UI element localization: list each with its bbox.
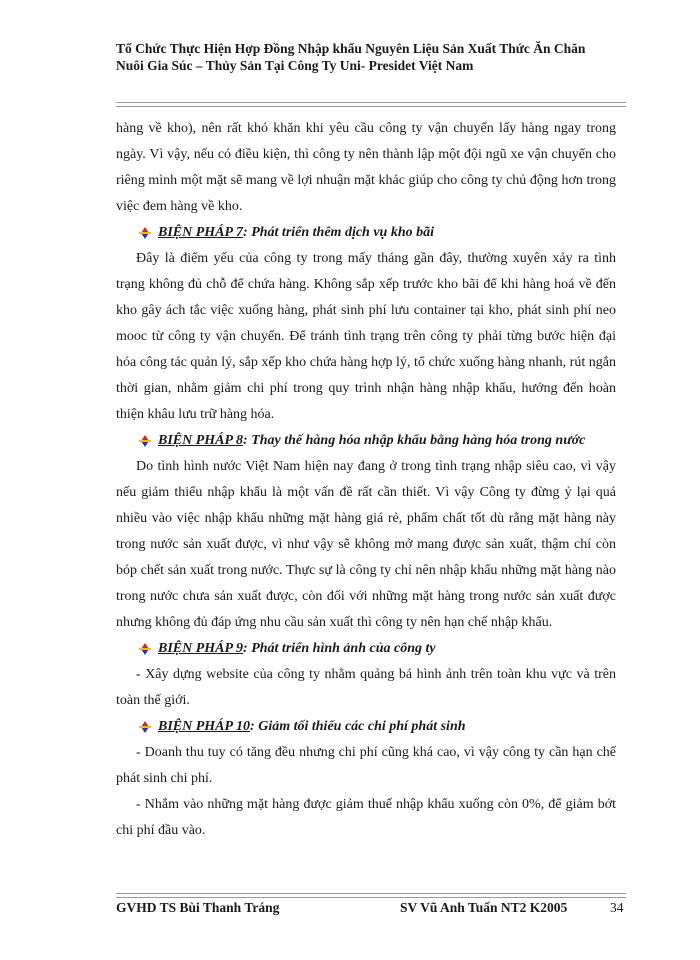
heading-bien-phap-10 bbox=[116, 714, 616, 740]
bien-phap-9-title: : Phát triển hình ảnh của công ty bbox=[243, 641, 436, 656]
paragraph-bien-phap-7: Đây là điểm yếu của công ty trong mấy tháng gần đây, thường xuyên xảy ra tình trạng không đủ chỗ để chứa hàng. Không sắp xếp trước kho bãi để khi hàng hoá về đến kho gây ách tắc việc xuống hàng, phát sinh phí lưu container tại kho, phát sinh phí neo mooc từ công ty vận chuyển. Để tránh tình trạng trên công ty phải từng bước hiện đại hóa công tác quản lý, sắp xếp kho chứa hàng hợp lý, tổ chức xuống hàng nhanh, rút ngắn thời gian, nhằm giảm chi phí trong quy trình nhận hàng nhập khẩu, hướng đến hoàn thiện khâu lưu trữ hàng hóa. bbox=[116, 251, 616, 422]
bullet-arrow-icon bbox=[138, 720, 152, 734]
paragraph-bien-phap-10-a: - Doanh thu tuy có tăng đều nhưng chi phí cũng khá cao, vì vậy công ty cần hạn chế phát sinh chi phí. bbox=[116, 745, 616, 786]
bullet-arrow-icon bbox=[138, 434, 152, 448]
bien-phap-10-title: : Giảm tối thiểu các chi phí phát sinh bbox=[250, 719, 466, 734]
footer-student: SV Vũ Anh Tuấn NT2 K2005 bbox=[400, 900, 568, 915]
bullet-arrow-icon bbox=[138, 642, 152, 656]
page-number: 34 bbox=[610, 900, 624, 915]
bien-phap-8-title: : Thay thế hàng hóa nhập khẩu bằng hàng hóa trong nước bbox=[243, 433, 586, 448]
footer-rule bbox=[116, 893, 626, 898]
heading-bien-phap-7 bbox=[116, 220, 616, 246]
paragraph-bien-phap-9: - Xây dựng website của công ty nhằm quảng bá hình ảnh trên toàn khu vực và trên toàn thế giới. bbox=[116, 667, 616, 708]
bien-phap-7-title: : Phát triển thêm dịch vụ kho bãi bbox=[243, 225, 435, 240]
bien-phap-7-number: BIỆN PHÁP 7 bbox=[158, 225, 244, 240]
bullet-arrow-icon bbox=[138, 226, 152, 240]
paragraph-bien-phap-10-b: - Nhắm vào những mặt hàng được giảm thuế nhập khẩu xuống còn 0%, để giảm bớt chi phí đầu vào. bbox=[116, 797, 616, 838]
heading-bien-phap-9 bbox=[116, 636, 616, 662]
header-rule bbox=[116, 102, 626, 107]
header-title: Tổ Chức Thực Hiện Hợp Đồng Nhập khẩu Nguyên Liệu Sản Xuất Thức Ăn Chăn Nuôi Gia Súc – Thủy Sản Tại Công Ty Uni- Presidet Việt Nam bbox=[116, 41, 586, 73]
bien-phap-9-number: BIỆN PHÁP 9 bbox=[158, 641, 244, 656]
document-body bbox=[116, 116, 616, 844]
heading-bien-phap-8 bbox=[116, 428, 616, 454]
paragraph-intro: hàng về kho), nên rất khó khăn khi yêu cầu công ty vận chuyển lấy hàng ngay trong ngày. Vì vậy, nếu có điều kiện, thì công ty nên thành lập một đội ngũ xe vận chuyển cho riêng mình một mặt sẽ mang về lợi nhuận mặt khác giúp cho công ty chủ động hơn trong việc đem hàng về kho. bbox=[116, 121, 616, 214]
bien-phap-8-number: BIỆN PHÁP 8 bbox=[158, 433, 244, 448]
bien-phap-10-number: BIỆN PHÁP 10 bbox=[158, 719, 251, 734]
footer-advisor: GVHD TS Bùi Thanh Tráng bbox=[116, 900, 280, 915]
paragraph-bien-phap-8: Do tình hình nước Việt Nam hiện nay đang ở trong tình trạng nhập siêu cao, vì vậy nếu giảm thiểu nhập khẩu là một vấn đề rất cần thiết. Vì vậy Công ty đừng ỷ lại quá nhiều vào việc nhập khẩu những mặt hàng giá rẻ, phẩm chất tốt dù rằng mặt hàng này trong nước sản xuất được, vì như vậy sẽ không mở mang được sản xuất, thậm chí còn bóp chết sản xuất trong nước. Thực sự là công ty chỉ nên nhập khẩu những mặt hàng nào trong nước chưa sản xuất được, còn đối với những mặt hàng trong nước sản xuất được nhưng không đủ đáp ứng nhu cầu sản xuất thì công ty nên hạn chế nhập khẩu. bbox=[116, 459, 616, 630]
